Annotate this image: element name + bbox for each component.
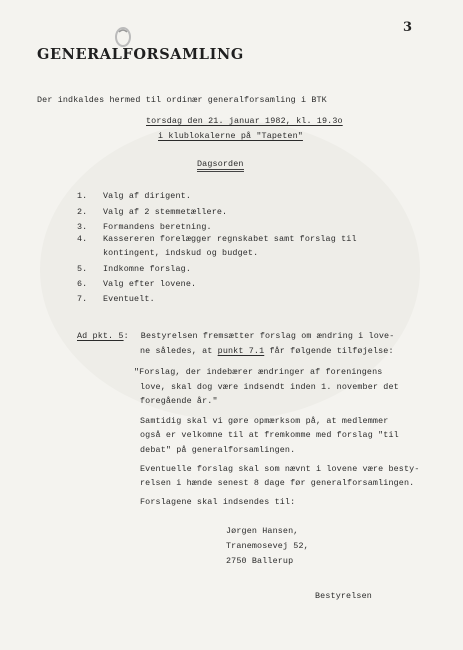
page-number: 3: [403, 20, 413, 35]
rule-reference: punkt 7.1: [217, 346, 265, 356]
agenda-item: 1. Valg af dirigent.: [77, 191, 191, 201]
agenda-item: 7. Eventuelt.: [77, 294, 155, 304]
quote-line: foregående år.": [140, 396, 218, 406]
agenda-item-continuation: kontingent, indskud og budget.: [103, 248, 259, 258]
address-name: Jørgen Hansen,: [226, 526, 299, 536]
agenda-heading: Dagsorden: [197, 159, 244, 169]
intro-text: Der indkaldes hermed til ordinær generalforsamling i BTK: [37, 95, 327, 105]
quote-line: "Forslag, der indebærer ændringer af foreningens: [134, 367, 383, 377]
ad-pkt-line-2: ne således, at punkt 7.1 får følgende tilføjelse:: [140, 346, 394, 356]
paragraph-line: også er velkomne til at fremkomme med forslag "til: [140, 430, 399, 440]
paragraph-line: relsen i hænde senest 8 dage før generalforsamlingen.: [140, 478, 415, 488]
agenda-item: 6. Valg efter lovene.: [77, 279, 197, 289]
address-city: 2750 Ballerup: [226, 556, 294, 566]
meeting-location: i klublokalerne på "Tapeten": [158, 131, 303, 141]
address-street: Tranemosevej 52,: [226, 541, 309, 551]
paragraph-line: Samtidig skal vi gøre opmærksom på, at medlemmer: [140, 416, 389, 426]
agenda-item: 4. Kassereren forelægger regnskabet samt forslag til: [77, 234, 357, 244]
agenda-item: 5. Indkomne forslag.: [77, 264, 191, 274]
agenda-item: 2. Valg af 2 stemmetællere.: [77, 207, 228, 217]
agenda-item: 3. Formandens beretning.: [77, 222, 212, 232]
document-title: GENERALFORSAMLING: [37, 46, 244, 63]
ad-pkt-line: Ad pkt. 5: Bestyrelsen fremsætter forslag om ændring i love-: [77, 331, 395, 341]
quote-line: love, skal dog være indsendt inden 1. november det: [140, 382, 399, 392]
paragraph-line: Eventuelle forslag skal som nævnt i lovene være besty-: [140, 464, 420, 474]
submission-instruction: Forslagene skal indsendes til:: [140, 497, 296, 507]
paragraph-line: debat" på generalforsamlingen.: [140, 445, 296, 455]
signature: Bestyrelsen: [315, 591, 372, 601]
club-logo-icon: [114, 26, 132, 48]
meeting-date: torsdag den 21. januar 1982, kl. 19.3o: [146, 116, 343, 126]
